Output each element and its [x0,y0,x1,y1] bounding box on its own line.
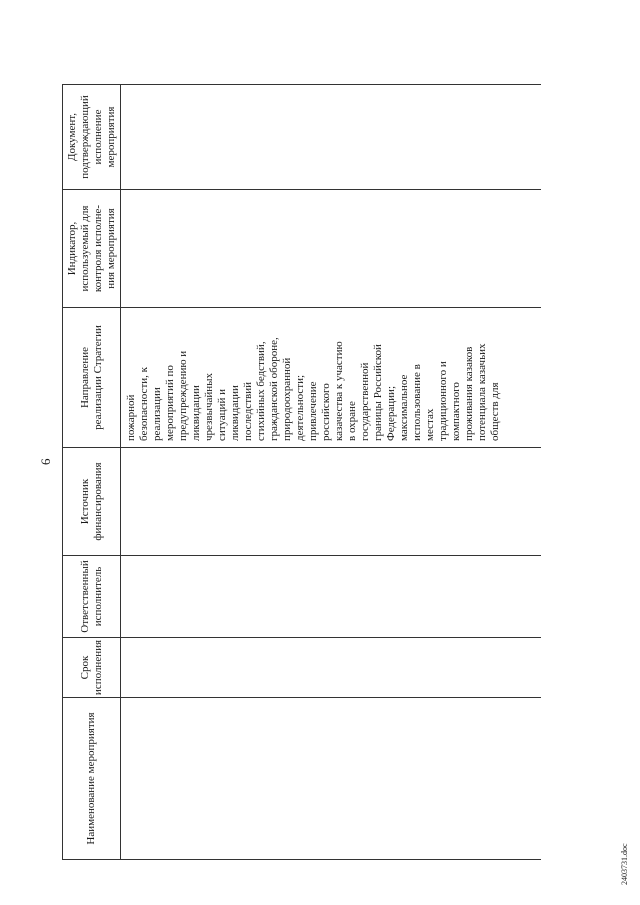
cell-document [121,85,542,190]
strategy-text-line: гражданской обороне, [268,337,280,441]
footer-filename: 2403731.doc [620,843,629,885]
header-document-line: мероприятия [104,106,117,168]
header-name [63,698,121,860]
strategy-text-line: государственной [359,362,371,441]
cell-financing [121,448,542,556]
strategy-text-line: в охране [346,401,358,441]
strategy-text-line: стихийных бедствий, [255,341,267,441]
strategy-text-line: ликвидации [229,385,241,441]
cell-direction [121,308,542,448]
header-indicator-line: Индикатор, [65,221,78,276]
header-direction-line: Направление [78,346,91,409]
strategy-text-line: привлечение [307,381,319,441]
header-direction [63,308,121,448]
header-financing-line: Источник [78,478,91,525]
header-indicator [63,190,121,308]
strategy-text-line: максимальное [398,374,410,441]
strategy-text-line: ликвидации [190,385,202,441]
table-header-row [63,85,121,860]
header-term [63,638,121,698]
header-responsible [63,556,121,638]
header-document-line: подтверждающий [78,95,91,179]
header-financing-line: финансирования [91,462,104,541]
strategy-text-line: предупреждению и [177,350,189,441]
header-indicator-line: контроля исполне- [91,204,104,293]
header-document-line: исполнение [91,109,104,165]
cell-name [121,698,542,860]
strategy-text-line: местах [424,408,436,441]
strategy-text-line: ситуаций и [216,389,228,441]
strategy-text-line: природоохранной [281,357,293,441]
strategy-text-line: границы Российской [372,344,384,441]
header-document-line: Документ, [65,113,78,162]
header-term-line: Срок [78,655,91,680]
header-responsible-line: исполнитель [91,566,104,627]
strategy-text-line: традиционного и [437,361,449,441]
header-indicator-line: ния мероприятия [104,208,117,289]
strategy-text-line: безопасности, к [138,367,150,441]
cell-term [121,638,542,698]
header-document [63,85,121,190]
strategy-text-line: проживания казаков [463,346,475,441]
strategy-text-line: компактного [450,382,462,441]
strategy-text-line: реализации [151,387,163,441]
strategy-text-line: потенциала казачьих [476,343,488,441]
strategy-text-line: последствий [242,381,254,441]
header-responsible-line: Ответственный [78,560,91,633]
strategy-text-line: деятельности; [294,374,306,441]
cell-responsible [121,556,542,638]
header-direction-line: реализации Стратегии [91,325,104,430]
strategy-text-line: российского [320,383,332,441]
strategy-text-line: использование в [411,364,423,441]
table-row [121,85,542,860]
strategy-text-line: пожарной [125,394,137,441]
strategy-text-line: обществ для [489,382,501,441]
measures-table [62,84,541,860]
strategy-direction-text [121,308,502,447]
header-term-line: исполнения [91,639,104,696]
header-name-line: Наименование мероприятия [85,712,97,845]
strategy-text-line: чрезвычайных [203,372,215,441]
page-number: 6 [38,458,53,465]
header-indicator-line: используемый для [78,205,91,292]
cell-indicator [121,190,542,308]
strategy-text-line: Федерации; [385,385,397,441]
strategy-text-line: казачества к участию [333,341,345,441]
header-financing [63,448,121,556]
strategy-text-line: мероприятий по [164,365,176,441]
